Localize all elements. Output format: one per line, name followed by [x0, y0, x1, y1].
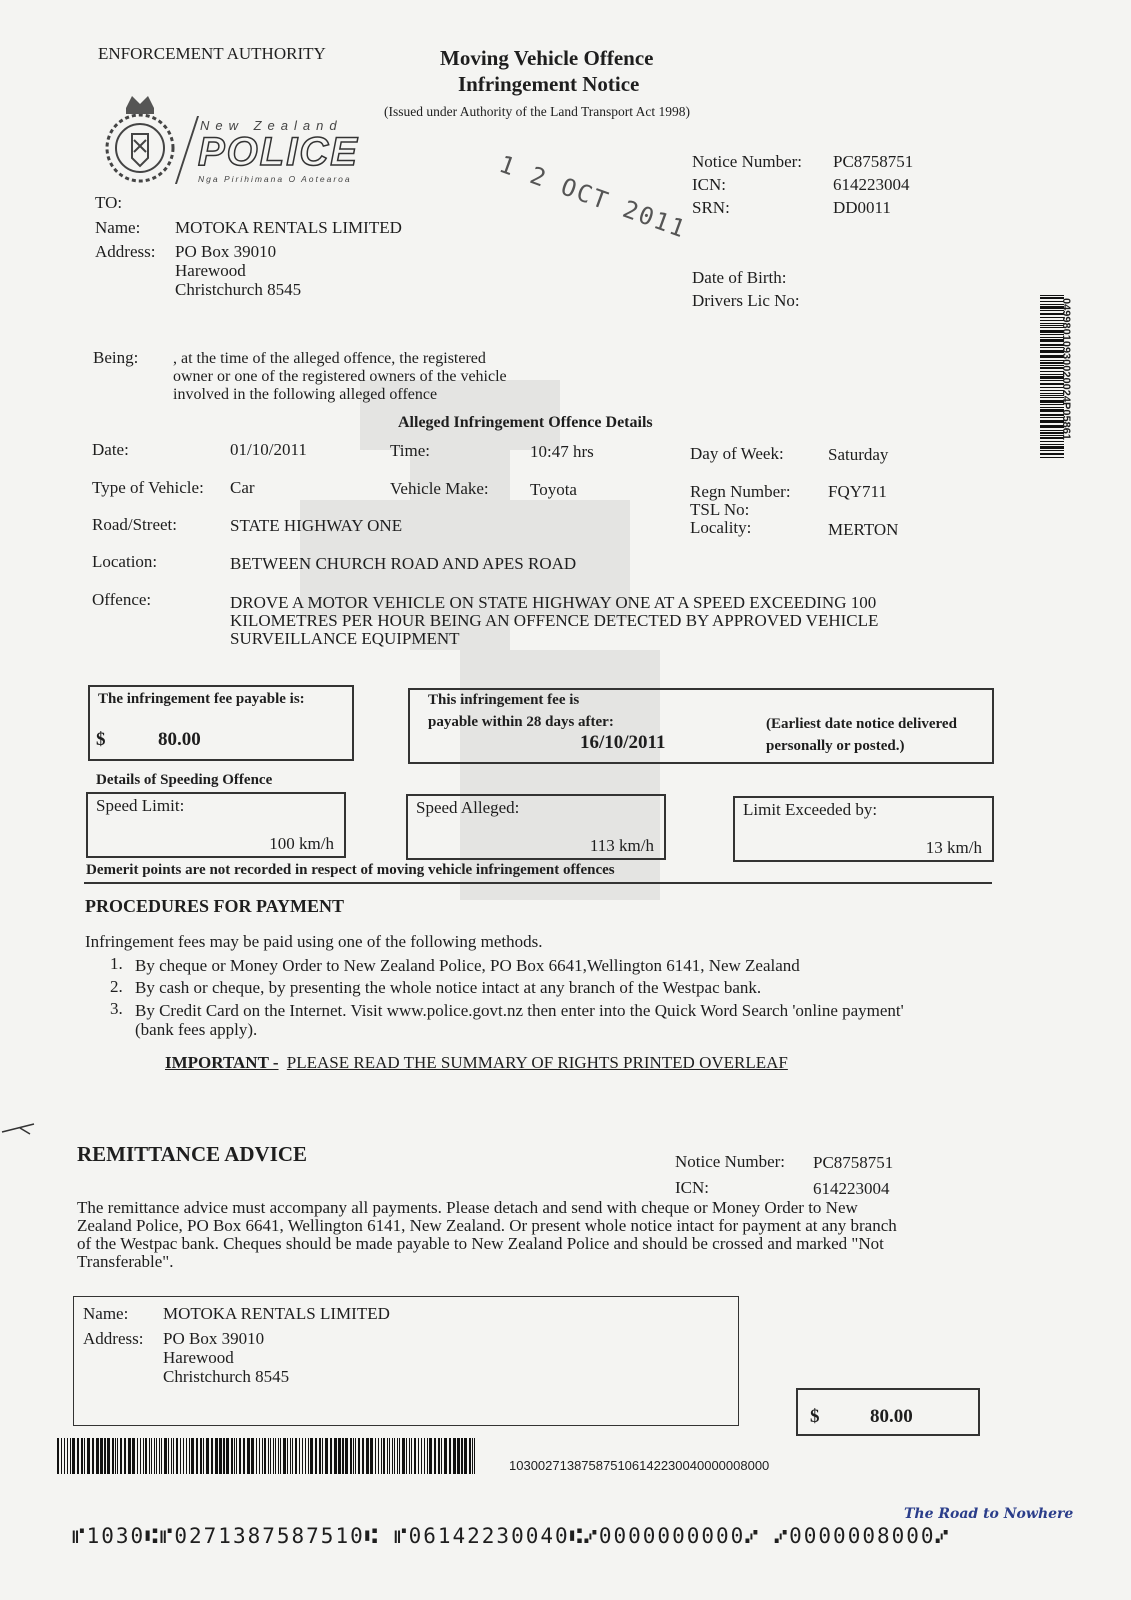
notice-title-line1: Moving Vehicle Offence: [440, 46, 654, 70]
road-label: Road/Street:: [92, 515, 177, 534]
side-barcode-text: 04998010930020024P05861: [1060, 298, 1072, 440]
regn-label: Regn Number:: [690, 482, 791, 501]
limit-exceeded-label: Limit Exceeded by:: [743, 800, 878, 819]
police-logo: [100, 90, 400, 190]
offence-line2: KILOMETRES PER HOUR BEING AN OFFENCE DETECTED BY APPROVED VEHICLE: [230, 611, 879, 630]
srn-label: SRN:: [692, 198, 730, 217]
notice-subtitle: (Issued under Authority of the Land Transport Act 1998): [384, 104, 690, 119]
offence-line3: SURVEILLANCE EQUIPMENT: [230, 629, 460, 648]
remittance-barcode-number: 103002713875875106142230040000008000: [509, 1458, 770, 1473]
to-label: TO:: [95, 193, 123, 212]
earliest-note-line2: personally or posted.): [766, 738, 905, 754]
speed-limit-value: 100 km/h: [269, 834, 334, 853]
payment-item-2: By cash or cheque, by presenting the whole notice intact at any branch of the Westpac bank.: [135, 978, 762, 997]
earliest-note-line1: (Earliest date notice delivered: [766, 716, 957, 732]
remittance-currency: $: [810, 1406, 820, 1427]
tsl-label: TSL No:: [690, 500, 750, 519]
tear-mark-icon: [0, 1118, 40, 1138]
remittance-icn-label: ICN:: [675, 1178, 709, 1197]
fee-due-box: [408, 688, 994, 764]
remittance-address-line2: Harewood: [163, 1348, 234, 1367]
dob-label: Date of Birth:: [692, 268, 787, 287]
speed-alleged-label: Speed Alleged:: [416, 798, 520, 817]
date-label: Date:: [92, 440, 129, 459]
date-received-stamp: 1 2 OCT 2011: [495, 150, 691, 244]
locality-value: MERTON: [828, 520, 899, 539]
vehicle-type-label: Type of Vehicle:: [92, 478, 204, 497]
remittance-text-line1: The remittance advice must accompany all payments. Please detach and send with cheque or Money Order to New: [77, 1198, 858, 1217]
road-value: STATE HIGHWAY ONE: [230, 516, 403, 535]
payment-intro: Infringement fees may be paid using one of the following methods.: [85, 932, 543, 951]
police-crest-icon: [100, 90, 200, 190]
drivers-lic-label: Drivers Lic No:: [692, 291, 800, 310]
regn-value: FQY711: [828, 482, 887, 501]
fee-due-label-line2: payable within 28 days after:: [428, 714, 614, 730]
payment-item-3-line2: (bank fees apply).: [135, 1020, 258, 1039]
limit-exceeded-value: 13 km/h: [925, 838, 982, 857]
remittance-text-line3: of the Westpac bank. Cheques should be made payable to New Zealand Police and should be crossed and marked "Not: [77, 1234, 884, 1253]
remittance-address-label: Address:: [83, 1329, 144, 1348]
notice-title-line2: Infringement Notice: [458, 72, 640, 96]
recipient-name: MOTOKA RENTALS LIMITED: [175, 218, 402, 237]
micr-line: ⑈1030⑆⑈0271387587510⑆ ⑈06142230040⑆⑇0000000000⑇ ⑇0000008000⑇: [72, 1524, 951, 1548]
offence-line1: DROVE A MOTOR VEHICLE ON STATE HIGHWAY ONE AT A SPEED EXCEEDING 100: [230, 593, 877, 612]
being-label: Being:: [93, 348, 139, 367]
speed-limit-box: [86, 792, 346, 858]
being-line1: , at the time of the alleged offence, the registered: [173, 350, 486, 367]
remittance-name-label: Name:: [83, 1304, 129, 1323]
remittance-notice-number: PC8758751: [813, 1153, 894, 1172]
payment-item-2-num: 2.: [110, 977, 123, 996]
important-text: PLEASE READ THE SUMMARY OF RIGHTS PRINTED OVERLEAF: [286, 1053, 788, 1072]
time-value: 10:47 hrs: [530, 442, 594, 461]
location-label: Location:: [92, 552, 158, 571]
logo-top-text: New Zealand: [200, 118, 343, 133]
fee-payable-box: [88, 685, 354, 761]
day-value: Saturday: [828, 445, 889, 464]
payment-item-3: By Credit Card on the Internet. Visit www.police.govt.nz then enter into the Quick Word Search 'online payment': [135, 1001, 904, 1020]
notice-number-label: Notice Number:: [692, 152, 802, 171]
being-line2: owner or one of the registered owners of the vehicle: [173, 368, 507, 385]
offence-details-heading: Alleged Infringement Offence Details: [398, 414, 653, 431]
vehicle-make-label: Vehicle Make:: [390, 479, 489, 498]
locality-label: Locality:: [690, 518, 752, 537]
important-notice: [165, 1053, 788, 1073]
speeding-heading: Details of Speeding Offence: [96, 772, 273, 788]
being-line3: involved in the following alleged offence: [173, 386, 438, 403]
srn-value: DD0011: [833, 198, 891, 217]
limit-exceeded-box: [733, 796, 994, 862]
fee-due-date: 16/10/2011: [580, 732, 666, 753]
fee-amount: 80.00: [158, 729, 201, 750]
speed-alleged-value: 113 km/h: [589, 836, 654, 855]
remittance-text-line2: Zealand Police, PO Box 6641, Wellington 6141, New Zealand. Or present whole notice intact for payment at any branch: [77, 1216, 897, 1235]
remittance-amount-box: [796, 1388, 980, 1436]
recipient-address-label: Address:: [95, 242, 156, 261]
remittance-name: MOTOKA RENTALS LIMITED: [163, 1304, 390, 1323]
date-value: 01/10/2011: [230, 440, 307, 459]
vehicle-make-value: Toyota: [530, 480, 577, 499]
day-label: Day of Week:: [690, 444, 784, 463]
location-value: BETWEEN CHURCH ROAD AND APES ROAD: [230, 554, 577, 573]
recipient-address-line3: Christchurch 8545: [175, 280, 302, 299]
icn-value: 614223004: [833, 175, 910, 194]
logo-bottom-text: Nga Pirihimana O Aotearoa: [198, 174, 352, 184]
notice-number-value: PC8758751: [833, 152, 914, 171]
fee-due-label-line1: This infringement fee is: [428, 692, 580, 708]
remittance-barcode: [57, 1438, 477, 1474]
time-label: Time:: [390, 441, 431, 460]
remittance-amount: 80.00: [870, 1406, 913, 1427]
remittance-address-line3: Christchurch 8545: [163, 1367, 290, 1386]
speed-limit-label: Speed Limit:: [96, 796, 185, 815]
payment-heading: PROCEDURES FOR PAYMENT: [85, 896, 345, 916]
handwritten-annotation: The Road to Nowhere: [904, 1506, 1074, 1522]
remittance-icn: 614223004: [813, 1179, 890, 1198]
remittance-address-line1: PO Box 39010: [163, 1329, 265, 1348]
remittance-heading: REMITTANCE ADVICE: [77, 1142, 308, 1166]
speed-alleged-box: [406, 794, 666, 860]
fee-currency: $: [96, 729, 106, 750]
payment-item-3-num: 3.: [110, 999, 123, 1018]
divider-line: [84, 882, 992, 884]
important-label: IMPORTANT -: [165, 1053, 279, 1072]
logo-main-text: POLICE: [198, 130, 359, 174]
icn-label: ICN:: [692, 175, 726, 194]
recipient-address-line1: PO Box 39010: [175, 242, 277, 261]
demerit-note: Demerit points are not recorded in respect of moving vehicle infringement offences: [86, 862, 615, 878]
vehicle-type-value: Car: [230, 478, 255, 497]
remittance-notice-number-label: Notice Number:: [675, 1152, 785, 1171]
recipient-address-line2: Harewood: [175, 261, 246, 280]
offence-label: Offence:: [92, 590, 152, 609]
enforcement-authority-label: ENFORCEMENT AUTHORITY: [98, 44, 326, 63]
fee-payable-label: The infringement fee payable is:: [98, 691, 305, 707]
payment-item-1-num: 1.: [110, 954, 123, 973]
payment-item-1: By cheque or Money Order to New Zealand Police, PO Box 6641,Wellington 6141, New Zealand: [135, 956, 800, 975]
recipient-name-label: Name:: [95, 218, 141, 237]
remittance-text-line4: Transferable".: [77, 1252, 174, 1271]
remittance-address-box: [73, 1296, 739, 1426]
